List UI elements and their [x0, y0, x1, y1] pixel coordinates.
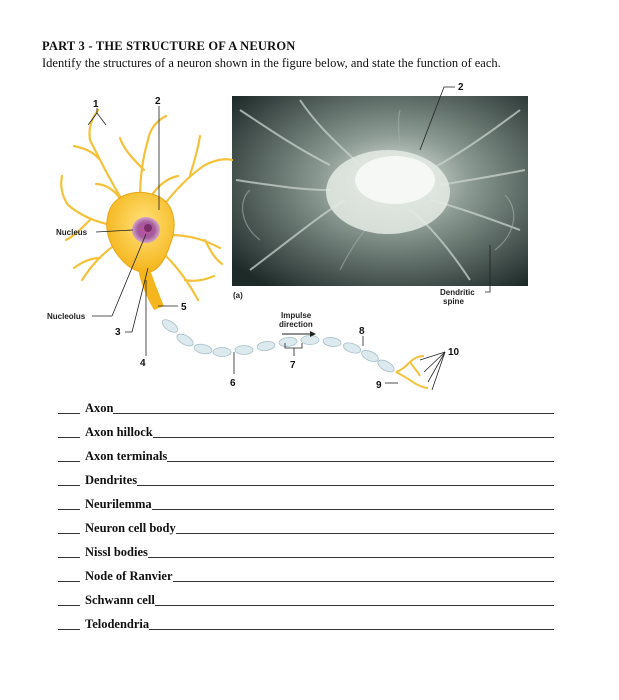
- callout-1: 1: [93, 99, 99, 110]
- answer-row[interactable]: [58, 523, 554, 537]
- callout-8: 8: [359, 326, 365, 337]
- function-line[interactable]: [85, 413, 554, 414]
- callout-2-micrograph: 2: [458, 82, 464, 93]
- number-blank[interactable]: [58, 437, 80, 438]
- callout-5: 5: [181, 302, 187, 313]
- axon-hillock-drawing: [138, 268, 164, 310]
- term-label: Axon: [85, 401, 114, 415]
- number-blank[interactable]: [58, 533, 80, 534]
- dendritic-label: Dendritic: [440, 288, 475, 297]
- function-line[interactable]: [85, 437, 554, 438]
- answer-row[interactable]: [58, 499, 554, 513]
- callout-10: 10: [448, 347, 460, 358]
- number-blank[interactable]: [58, 605, 80, 606]
- term-label: Axon hillock: [85, 425, 153, 439]
- panel-a-label: (a): [233, 291, 243, 300]
- answer-row[interactable]: [58, 595, 554, 609]
- answer-row[interactable]: [58, 547, 554, 561]
- callout-6: 6: [230, 378, 236, 389]
- direction-label: direction: [279, 320, 313, 329]
- number-blank[interactable]: [58, 581, 80, 582]
- number-blank[interactable]: [58, 629, 80, 630]
- number-blank[interactable]: [58, 509, 80, 510]
- function-line[interactable]: [85, 629, 554, 630]
- callout-3: 3: [115, 327, 121, 338]
- answer-row[interactable]: [58, 403, 554, 417]
- function-line[interactable]: [85, 557, 554, 558]
- telodendria-drawing: [396, 356, 428, 388]
- number-blank[interactable]: [58, 485, 80, 486]
- nucleolus-label: Nucleolus: [47, 312, 86, 321]
- answer-row[interactable]: [58, 571, 554, 585]
- answer-row[interactable]: [58, 475, 554, 489]
- answer-row[interactable]: [58, 619, 554, 633]
- page-title: PART 3 - THE STRUCTURE OF A NEURON: [42, 39, 296, 53]
- function-line[interactable]: [85, 509, 554, 510]
- term-label: Nissl bodies: [85, 545, 148, 559]
- callout-2: 2: [155, 96, 161, 107]
- number-blank[interactable]: [58, 461, 80, 462]
- callout-9: 9: [376, 380, 382, 391]
- function-line[interactable]: [85, 485, 554, 486]
- answer-row[interactable]: [58, 451, 554, 465]
- term-label: Telodendria: [85, 617, 150, 631]
- number-blank[interactable]: [58, 413, 80, 414]
- term-label: Neurilemma: [85, 497, 152, 511]
- term-label: Schwann cell: [85, 593, 155, 607]
- impulse-label: Impulse: [281, 311, 312, 320]
- term-label: Axon terminals: [85, 449, 168, 463]
- callout-7: 7: [290, 360, 296, 371]
- function-line[interactable]: [85, 605, 554, 606]
- callout-4: 4: [140, 358, 146, 369]
- number-blank[interactable]: [58, 557, 80, 558]
- spine-label: spine: [443, 297, 464, 306]
- term-label: Dendrites: [85, 473, 138, 487]
- nucleolus-drawing: [144, 224, 152, 232]
- micrograph-image: [232, 96, 528, 286]
- instructions: Identify the structures of a neuron shown in the figure below, and state the function of each.: [42, 56, 501, 70]
- term-label: Neuron cell body: [85, 521, 176, 535]
- answer-row[interactable]: [58, 427, 554, 441]
- nucleus-label: Nucleus: [56, 228, 88, 237]
- term-label: Node of Ranvier: [85, 569, 173, 583]
